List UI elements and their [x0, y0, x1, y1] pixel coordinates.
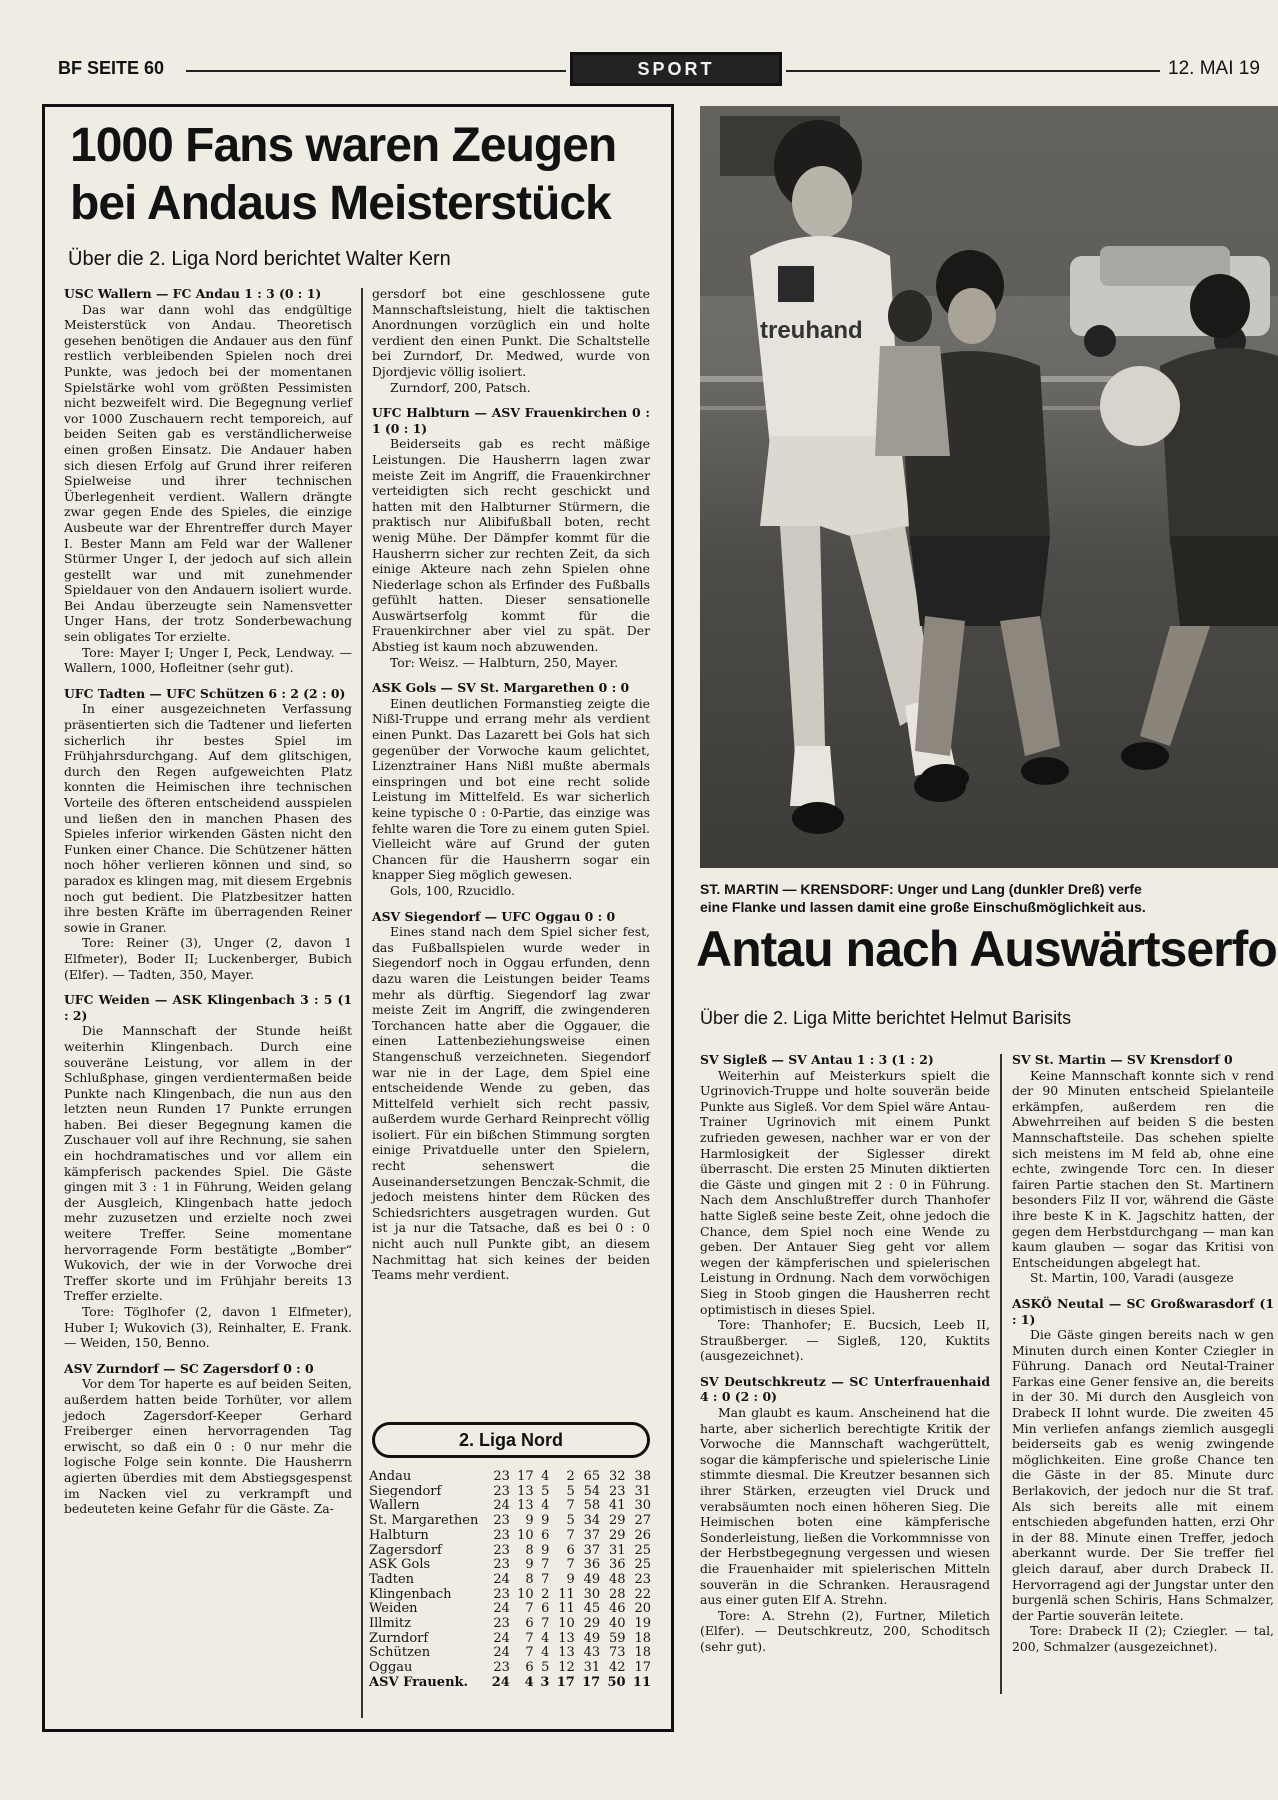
headline-line-2: bei Andaus Meisterstück — [70, 177, 611, 230]
table-value: 10 — [517, 1527, 534, 1543]
team-name: ASV Frauenk. — [369, 1674, 469, 1690]
page-label: BF SEITE 60 — [58, 58, 165, 78]
team-name: Wallern — [369, 1498, 420, 1514]
table-value: 13 — [517, 1483, 534, 1499]
table-value: 17 — [634, 1660, 651, 1676]
table-value: 49 — [583, 1630, 601, 1646]
match-heading: ASV Zurndorf — SC Zagersdorf 0 : 0 — [64, 1360, 314, 1376]
league-table-row — [366, 1544, 654, 1559]
paragraph: Tor: Weisz. — Halbturn, 250, Mayer. — [390, 654, 619, 670]
table-value: 7 — [541, 1571, 550, 1587]
paragraph-gap — [64, 1351, 352, 1361]
team-name: Andau — [369, 1469, 412, 1484]
header-rule-left — [186, 70, 566, 72]
table-value: 23 — [493, 1616, 510, 1632]
table-value: 17 — [582, 1674, 601, 1690]
table-value: 7 — [541, 1557, 550, 1573]
table-value: 23 — [493, 1469, 510, 1484]
paragraph: In einer ausgezeichneten Verfassung präsentierten sich die Tadtener und lieferten sicherlich ihr bestes Spiel im Frühjahrsdurchgang. Auf dem glitschigen, durch den Regen aufgeweichten Platz konnten die Heimischen ihre technischen Vorteile des öfteren entscheidend ausspielen und ließen den in manchen Phasen des Spieles inferior wirkenden Gästen nicht den Funken einer Chance. Die Schützener hätten noch höher verlieren können und sind, so paradox es klingen mag, mit diesem Ergebnis noch gut bedient. Die Platzbesitzer hatten ihre besten Kräfte im überragenden Reiner sowie in Graner. — [64, 701, 352, 935]
match-heading: SV St. Martin — SV Krensdorf 0 — [1012, 1052, 1233, 1067]
photo-caption-line-1: ST. MARTIN — KRENSDORF: Unger und Lang (dunkler Dreß) verfe — [700, 881, 1142, 897]
table-value: 23 — [609, 1483, 626, 1499]
table-value: 7 — [525, 1601, 534, 1617]
article-column-2 — [372, 286, 650, 1283]
table-value: 6 — [566, 1542, 575, 1558]
table-value: 23 — [493, 1660, 510, 1676]
table-value: 6 — [525, 1660, 534, 1676]
table-value: 25 — [634, 1557, 651, 1573]
table-value: 54 — [583, 1483, 601, 1499]
league-table-row — [366, 1646, 654, 1661]
table-value: 20 — [634, 1601, 651, 1617]
table-value: 24 — [493, 1630, 510, 1646]
table-value: 2 — [566, 1469, 575, 1484]
table-value: 34 — [583, 1513, 601, 1529]
table-value: 11 — [632, 1674, 651, 1690]
paragraph-gap — [1012, 1286, 1274, 1296]
paragraph: Das war dann wohl das endgültige Meisterstück von Andau. Theoretisch gesehen benötigen die Andauer aus den fünf restlich verbleibenden Spielen noch drei Punkte, was jedoch bei der momentanen Spielstärke wohl vom größten Pessimisten nicht bezweifelt wird. Die Begegnung verlief vor 1000 Zuschauern recht temporeich, auf beiden Seiten gab es verständlicherweise einen großen Einsatz. Die Andauer haben sich diesen Erfolg auf Grund ihrer reiferen Spielweise und ihrer technischen Überlegenheit verdient. Wallern drängte zwar gegen Ende des Spieles, die einzige Ausbeute war der Ehrentreffer durch Mayer I. Bester Mann am Feld war der Wallener Stürmer Unger I, der jedoch auf sich allein gestellt war und mit zunehmender Spieldauer von den Andauern isoliert wurde. Bei Andau überzeugte sein Namensvetter Unger Hans, der trotz Sonderbewachung sein obligates Tor erzielte. — [64, 301, 352, 645]
table-value: 4 — [541, 1630, 550, 1646]
league-table-row — [366, 1558, 654, 1573]
table-value: 6 — [541, 1601, 550, 1617]
table-value: 17 — [556, 1674, 575, 1690]
match-heading: UFC Tadten — UFC Schützen 6 : 2 (2 : 0) — [64, 685, 346, 701]
table-value: 7 — [566, 1527, 575, 1543]
table-value: 2 — [541, 1586, 550, 1602]
league-table-row — [366, 1573, 654, 1588]
team-name: Illmitz — [369, 1616, 412, 1632]
table-value: 8 — [525, 1542, 534, 1558]
table-value: 7 — [541, 1616, 550, 1632]
article-column-1 — [64, 286, 352, 1517]
league-table-row — [366, 1485, 654, 1500]
table-value: 11 — [558, 1586, 575, 1602]
paragraph-gap — [64, 676, 352, 686]
paragraph: Eines stand nach dem Spiel sicher fest, das Fußballspielen wurde weder in Siegendorf noch in Oggau erfunden, denn dazu waren die Leistungen beider Teams mehr als dürftig. Siegendorf lag zwar meiste Zeit im Angriff, die zwingenderen Torchancen hatte aber die Oggauer, die einen Lattenbeziehungsweise einen Stangenschuß verzeichneten. Siegendorf war nie in der Lage, dem Spiel eine entscheidende Wende zu geben, das Mittelfeld verhielt sich recht passiv, außerdem wurde Gerhard Reinprecht völlig isoliert. Für ein bißchen Stimmung sorgten einige Privatduelle unter den Spielern, recht sehenswert die Auseinandersetzungen Benczak-Schmit, die jedoch meistens hinter dem Rücken des Schiedsrichters ausgetragen wurden. Gut ist ja nur die Tatsache, daß es bei 0 : 0 nicht auch null Punkte gibt, an diesem Nachmittag hat sich keines der beiden Teams mehr verdient. — [372, 924, 650, 1283]
table-value: 13 — [517, 1498, 534, 1514]
header-rule-right — [786, 70, 1160, 72]
paragraph-gap — [700, 1364, 990, 1374]
table-value: 9 — [525, 1513, 534, 1529]
table-value: 37 — [583, 1527, 601, 1543]
team-name: Oggau — [369, 1660, 413, 1676]
photo-caption — [700, 880, 1278, 916]
match-heading: USC Wallern — FC Andau 1 : 3 (0 : 1) — [64, 286, 322, 301]
league-table-row — [366, 1470, 654, 1485]
table-value: 4 — [541, 1498, 550, 1514]
table-value: 41 — [609, 1498, 626, 1514]
table-value: 22 — [634, 1586, 651, 1602]
paragraph-gap — [372, 899, 650, 909]
table-value: 28 — [609, 1586, 626, 1602]
paragraph: Beiderseits gab es recht mäßige Leistungen. Die Hausherrn lagen zwar meiste Zeit im Angriff, die Frauenkirchner verteidigten sich recht geschickt und hatten mit den Halbturner Stürmern, die praktisch nur Alibifußball boten, recht wenig Mühe. Der Dämpfer kommt für die Hausherrn sicher zur rechten Zeit, da sich einige Akteure nach zehn Spielen ohne Niederlage schon als Erfinder des Fußballs gefühlt hatten. Dieser sensationelle Auswärtserfolg kommt für die Frauenkirchner aber viel zu spät. Der Abstieg ist kaum noch abzuwenden. — [372, 436, 650, 655]
table-value: 24 — [493, 1645, 510, 1661]
table-value: 23 — [493, 1513, 510, 1529]
table-value: 6 — [525, 1616, 534, 1632]
right-column-2 — [1012, 1052, 1274, 1655]
table-value: 65 — [583, 1469, 601, 1484]
table-value: 9 — [541, 1542, 550, 1558]
table-value: 29 — [609, 1527, 626, 1543]
table-value: 30 — [583, 1586, 601, 1602]
table-value: 29 — [609, 1513, 626, 1529]
paragraph: Die Mannschaft der Stunde heißt weiterhin Klingenbach. Durch eine souveräne Leistung, vor allem in der Schlußphase, gingen verdientermaßen beide Punkte nach Klingenbach, die nun aus den letzten neun Runden 17 Punkte errungen haben. Bei dieser Begegnung kamen die Zuschauer voll auf ihre Rechnung, sie sahen ein hochdramatisches und vor allem ein kämpferisch packendes Spiel. Die Gäste gingen mit 3 : 1 in Führung, Weiden gelang der Ausgleich, Klingenbach hatte jedoch mehr zuzusetzen und erzielte noch zwei weitere Treffer. Seine momentane hervorragende Form bestätigte „Bomber“ Wukovich, der wie in der Vorwoche drei Treffer skorte und im Frühjahr bereits 13 Treffer erzielte. — [64, 1023, 352, 1304]
match-heading: ASK Gols — SV St. Margarethen 0 : 0 — [372, 680, 630, 696]
paragraph: Tore: Mayer I; Unger I, Peck, Lendway. — Wallern, 1000, Hofleitner (sehr gut). — [64, 644, 352, 676]
table-value: 13 — [558, 1645, 575, 1661]
table-value: 23 — [493, 1542, 510, 1558]
table-value: 6 — [541, 1527, 550, 1543]
paragraph: Weiterhin auf Meisterkurs spielt die Ugrinovich-Truppe und holte souverän beide Punkte aus Sigleß. Vor dem Spiel wäre Antau-Trainer Ugrinovich mit einem Punkt zufrieden gewesen, nachher war er von der Harmlosigkeit der Siglesser direkt überrascht. Die ersten 25 Minuten diktierten die Gäste und gingen mit 2 : 0 in Führung. Nach dem Anschlußtreffer durch Thanhofer hatte Sigleß seine beste Zeit, ohne jedoch die Chance, dem Spiel noch eine Wende zu geben. Der Antauer Sieg geht vor allem wegen der kämpferischen und spielerischen Leistung in Ordnung. Nach dem vorwöchigen Sieg in Stoob gingen die Hausherren recht optimistisch in dieses Spiel. — [700, 1067, 990, 1317]
team-name: Klingenbach — [369, 1586, 452, 1602]
table-value: 45 — [583, 1601, 601, 1617]
table-value: 8 — [525, 1571, 534, 1587]
paragraph: Tore: Töglhofer (2, davon 1 Elfmeter), Huber I; Wukovich (3), Reinhalter, E. Frank. — Weiden, 150, Benno. — [64, 1304, 352, 1351]
league-table-row — [366, 1602, 654, 1617]
paragraph: Tore: Thanhofer; E. Bucsich, Leeb II, Straußberger. — Sigleß, 120, Kuktits (ausgezeichnet). — [700, 1317, 990, 1364]
table-value: 11 — [558, 1601, 575, 1617]
match-photo-drawing — [700, 106, 1278, 868]
match-heading: ASKÖ Neutal — SC Großwarasdorf (1 : 1) — [1012, 1295, 1274, 1327]
paragraph: Man glaubt es kaum. Anscheinend hat die harte, aber sicherlich berechtigte Kritik der Vorwoche die Mannschaft wachgerüttelt, sogar die kämpferische und spielerische Linie stimmte diesmal. Die Kreutzer besannen sich ihrer Stärken, erzeugten viel Druck und verabsäumten noch einen höheren Sieg. Die Heimischen boten eine kämpferische Sonderleistung, ließen die Vorkommnisse von der Herbstbegegnung vergessen und wiesen die Frauenhaider mit spielerischen Mitteln souverän in die Schranken. Herausragend aus einer guten Elf A. Strehn. — [700, 1405, 990, 1608]
paragraph: Vor dem Tor haperte es auf beiden Seiten, außerdem hatten beide Torhüter, vor allem jedoch Zagersdorf-Keeper Gerhard Freiberger einen hervorragenden Tag erwischt, so daß ein 0 : 0 nur mehr die logische Folge sein konnte. Die Hausherrn agierten überdies mit dem Abstiegsgespenst im Nacken viel zu verkrampft und bedeuteten keine Gefahr für die Gäste. Za- — [64, 1376, 352, 1517]
paragraph: Tore: Drabeck II (2); Cziegler. — tal, 200, Schmalzer (ausgezeichnet). — [1012, 1623, 1274, 1654]
right-column-divider — [1000, 1054, 1002, 1694]
table-value: 38 — [634, 1469, 651, 1484]
table-value: 24 — [493, 1571, 510, 1587]
paragraph: Tore: Reiner (3), Unger (2, davon 1 Elfmeter), Boder II; Luckenberger, Bubich (Elfer). — Tadten, 350, Mayer. — [64, 935, 352, 982]
table-value: 4 — [541, 1469, 550, 1484]
league-table-row — [366, 1514, 654, 1529]
paragraph: St. Martin, 100, Varadi (ausgeze — [1030, 1270, 1234, 1286]
table-value: 23 — [493, 1586, 510, 1602]
issue-date: 12. MAI 19 — [1168, 58, 1260, 79]
table-value: 12 — [558, 1660, 575, 1676]
table-value: 23 — [493, 1557, 510, 1573]
table-value: 25 — [634, 1542, 651, 1558]
table-value: 30 — [634, 1498, 651, 1514]
match-heading: SV Sigleß — SV Antau 1 : 3 (1 : 2) — [700, 1052, 934, 1067]
team-name: Zurndorf — [369, 1630, 429, 1646]
table-value: 23 — [634, 1571, 651, 1587]
paragraph: Die Gäste gingen bereits nach w gen Minuten durch einen Konter Cziegler in Führung. Danach ord Neutal-Trainer Farkas eine Gener fensive an, die bereits in der 30. Mi durch den Ausgleich von Drabeck II lohnt wurde. Die zweiten 45 Min verliefen anfangs ziemlich ausgegli beiderseits gab es wenig zwingende möglichkeiten. Eine große Chance ten die Gäste in der 85. Minute durc Berlakovich, der jedoch nur die St traf. Als sich bereits alle mit einem entschieden abgefunden hatten, erzi Ohr in der 88. Minute einen Treffer, jedoch aberkannt wurde. Der Sie treffer fiel gleich darauf, aber durch Drabeck II. Hervorragend agi der Jungstar unter den burgenlä schen Schiris, Hans Schmalzer, der Partie souverän leitete. — [1012, 1327, 1274, 1623]
table-value: 43 — [583, 1645, 601, 1661]
headline-line-1: 1000 Fans waren Zeugen — [70, 119, 617, 172]
table-value: 5 — [566, 1513, 575, 1529]
table-value: 4 — [524, 1674, 534, 1690]
paragraph: Gols, 100, Rzucidlo. — [390, 882, 515, 898]
table-value: 50 — [607, 1674, 626, 1690]
table-value: 23 — [493, 1527, 510, 1543]
paragraph: Zurndorf, 200, Patsch. — [390, 379, 531, 395]
paragraph: Einen deutlichen Formanstieg zeigte die Nißl-Truppe und errang mehr als verdient einen Punkt. Das Lazarett bei Gols hat sich gegenüber der Vorwoche kaum gelichtet, Lizenztrainer Hans Nißl mußte abermals einspringen und bot eine recht solide Leistung im Mittelfeld. Es war sicherlich keine typische 0 : 0-Partie, das einzige was fehlte waren die Tore zu einem guten Spiel. Vielleicht wäre auf Grund der guten Chancen für die Hausherrn sogar ein knapper Sieg möglich gewesen. — [372, 695, 650, 883]
section-box — [570, 52, 782, 86]
table-value: 23 — [493, 1483, 510, 1499]
table-value: 31 — [583, 1660, 601, 1676]
match-heading: UFC Halbturn — ASV Frauenkirchen 0 : 1 (0 : 1) — [372, 405, 650, 436]
headline-right: Antau nach Auswärtserfo — [696, 921, 1277, 977]
team-name: Halbturn — [369, 1527, 429, 1543]
team-name: ASK Gols — [369, 1557, 431, 1573]
photo-caption-line-2: eine Flanke und lassen damit eine große Einschußmöglichkeit aus. — [700, 899, 1146, 915]
byline-right: Über die 2. Liga Mitte berichtet Helmut Barisits — [700, 1008, 1072, 1028]
paragraph: Tore: A. Strehn (2), Furtner, Miletich (Elfer). — Deutschkreutz, 200, Schoditsch (sehr gut). — [700, 1607, 990, 1654]
table-value: 24 — [491, 1674, 510, 1690]
team-name: Zagersdorf — [369, 1542, 442, 1558]
table-value: 26 — [634, 1527, 651, 1543]
table-value: 31 — [634, 1483, 651, 1499]
paragraph: Keine Mannschaft konnte sich v rend der 90 Minuten entscheid Spielanteile erkämpfen, außerdem ren die Abwehrreihen auf beiden S die besten Mannschaftsteile. Das schehen spielte sich meistens im M feld ab, ohne eine echte, zwingende Torc cen. In dieser fairen Partie stachen den St. Martinern besonders Filz II vor, während die Gäste ihre beste K in K. Jagschitz hatten, der gegen dem Herbstdurchgang — man kan kaum glauben — sogar das Kritisi von Entscheidungen abgelegt hat. — [1012, 1067, 1274, 1270]
league-table-row — [366, 1617, 654, 1632]
match-photo — [700, 106, 1278, 868]
column-divider — [361, 288, 363, 1718]
league-table — [366, 1470, 654, 1691]
table-value: 18 — [634, 1645, 651, 1661]
table-value: 24 — [493, 1498, 510, 1514]
table-value: 27 — [634, 1513, 651, 1529]
table-value: 29 — [583, 1616, 601, 1632]
team-name: Tadten — [369, 1571, 415, 1587]
match-heading: UFC Weiden — ASK Klingenbach 3 : 5 (1 : 2) — [64, 992, 352, 1023]
table-value: 36 — [609, 1557, 626, 1573]
table-value: 31 — [609, 1542, 626, 1558]
table-value: 18 — [634, 1630, 651, 1646]
table-value: 48 — [609, 1571, 626, 1587]
table-value: 40 — [609, 1616, 626, 1632]
table-value: 36 — [583, 1557, 601, 1573]
team-name: Siegendorf — [369, 1483, 442, 1499]
table-value: 10 — [517, 1586, 534, 1602]
table-value: 58 — [583, 1498, 601, 1514]
table-value: 7 — [525, 1645, 534, 1661]
paragraph-gap — [372, 395, 650, 405]
table-value: 59 — [609, 1630, 626, 1646]
league-table-row — [366, 1588, 654, 1603]
team-name: Weiden — [369, 1601, 418, 1617]
league-table-row — [366, 1661, 654, 1676]
league-table-title: 2. Liga Nord — [372, 1422, 650, 1458]
table-value: 32 — [609, 1469, 626, 1484]
league-table-row — [366, 1499, 654, 1514]
table-value: 5 — [566, 1483, 575, 1499]
table-value: 4 — [541, 1645, 550, 1661]
table-value: 46 — [609, 1601, 626, 1617]
paragraph-gap — [372, 670, 650, 680]
table-value: 13 — [558, 1630, 575, 1646]
paragraph-gap — [64, 982, 352, 992]
table-value: 9 — [541, 1513, 550, 1529]
paragraph: gersdorf bot eine geschlossene gute Mannschaftsleistung, hielt die taktischen Anordnungen vorzüglich ein und holte verdient den einen Punkt. Die Schaltstelle bei Zurndorf, Dr. Medwed, wurde von Djordjevic völlig isoliert. — [372, 286, 650, 379]
table-value: 37 — [583, 1542, 601, 1558]
table-value: 7 — [566, 1498, 575, 1514]
table-value: 17 — [517, 1469, 534, 1484]
jersey-text: treuhand — [760, 317, 863, 344]
team-name: Schützen — [369, 1645, 431, 1661]
right-column-1 — [700, 1052, 990, 1655]
table-value: 10 — [558, 1616, 575, 1632]
byline: Über die 2. Liga Nord berichtet Walter Kern — [68, 248, 451, 270]
table-value: 24 — [493, 1601, 510, 1617]
table-value: 19 — [634, 1616, 651, 1632]
team-name: St. Margarethen — [369, 1513, 479, 1529]
table-value: 3 — [540, 1674, 550, 1690]
table-value: 49 — [583, 1571, 601, 1587]
league-table-row — [366, 1529, 654, 1544]
table-value: 9 — [566, 1571, 575, 1587]
league-table-row — [366, 1676, 654, 1691]
table-value: 7 — [525, 1630, 534, 1646]
table-value: 9 — [525, 1557, 534, 1573]
table-value: 5 — [541, 1660, 550, 1676]
table-value: 42 — [609, 1660, 626, 1676]
league-table-row — [366, 1632, 654, 1647]
section-label: SPORT — [637, 58, 715, 79]
table-value: 7 — [566, 1557, 575, 1573]
table-value: 5 — [541, 1483, 550, 1499]
match-heading: ASV Siegendorf — UFC Oggau 0 : 0 — [372, 908, 616, 924]
match-heading: SV Deutschkreutz — SC Unterfrauenhaid 4 : 0 (2 : 0) — [700, 1373, 990, 1405]
table-value: 73 — [609, 1645, 626, 1661]
